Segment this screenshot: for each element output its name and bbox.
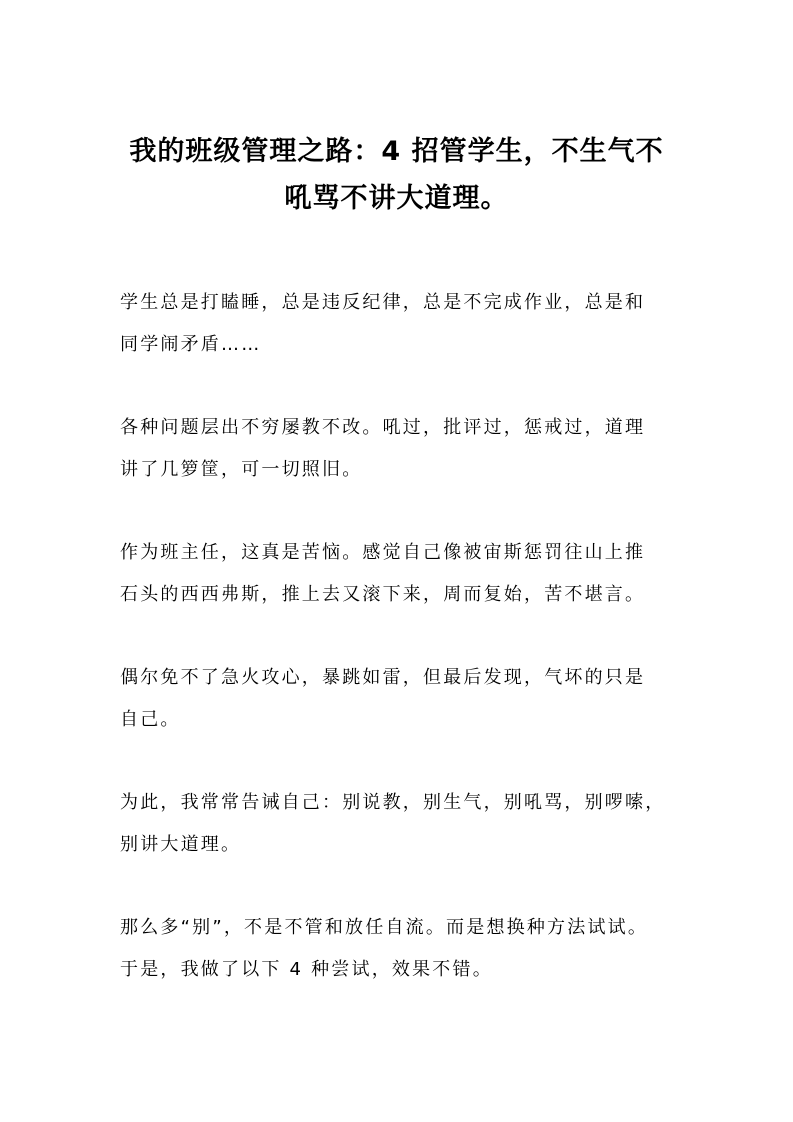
paragraph-line: 那么多“别”，不是不管和放任自流。而是想换种方法试试。	[120, 917, 649, 938]
paragraph-3	[120, 532, 680, 616]
paragraph-line: 作为班主任，这真是苦恼。感觉自己像被宙斯惩罚往山上推	[120, 542, 646, 563]
paragraph-line: 石头的西西弗斯，推上去又滚下来，周而复始，苦不堪言。	[120, 584, 646, 605]
paragraph-2	[120, 407, 680, 491]
title-line-1: 我的班级管理之路：4 招管学生，不生气不	[129, 136, 664, 167]
paragraph-6	[120, 907, 680, 991]
paragraph-5	[120, 782, 680, 866]
paragraph-4	[120, 657, 680, 741]
paragraph-line: 于是，我做了以下 4 种尝试，效果不错。	[120, 959, 493, 980]
paragraph-line: 同学闹矛盾……	[120, 334, 262, 355]
paragraph-line: 为此，我常常告诫自己：别说教，别生气，别吼骂，别啰嗦，	[120, 792, 666, 813]
paragraph-line: 自己。	[120, 709, 181, 730]
paragraph-line: 各种问题层出不穷屡教不改。吼过，批评过，惩戒过，道理	[120, 417, 646, 438]
paragraph-line: 别讲大道理。	[120, 834, 242, 855]
document-title	[110, 128, 683, 222]
paragraph-1	[120, 282, 680, 366]
paragraph-line: 讲了几箩筐，可一切照旧。	[120, 459, 363, 480]
paragraph-line: 偶尔免不了急火攻心，暴跳如雷，但最后发现，气坏的只是	[120, 667, 646, 688]
title-line-2: 吼骂不讲大道理。	[284, 183, 509, 214]
paragraph-line: 学生总是打瞌睡，总是违反纪律，总是不完成作业，总是和	[120, 292, 646, 313]
